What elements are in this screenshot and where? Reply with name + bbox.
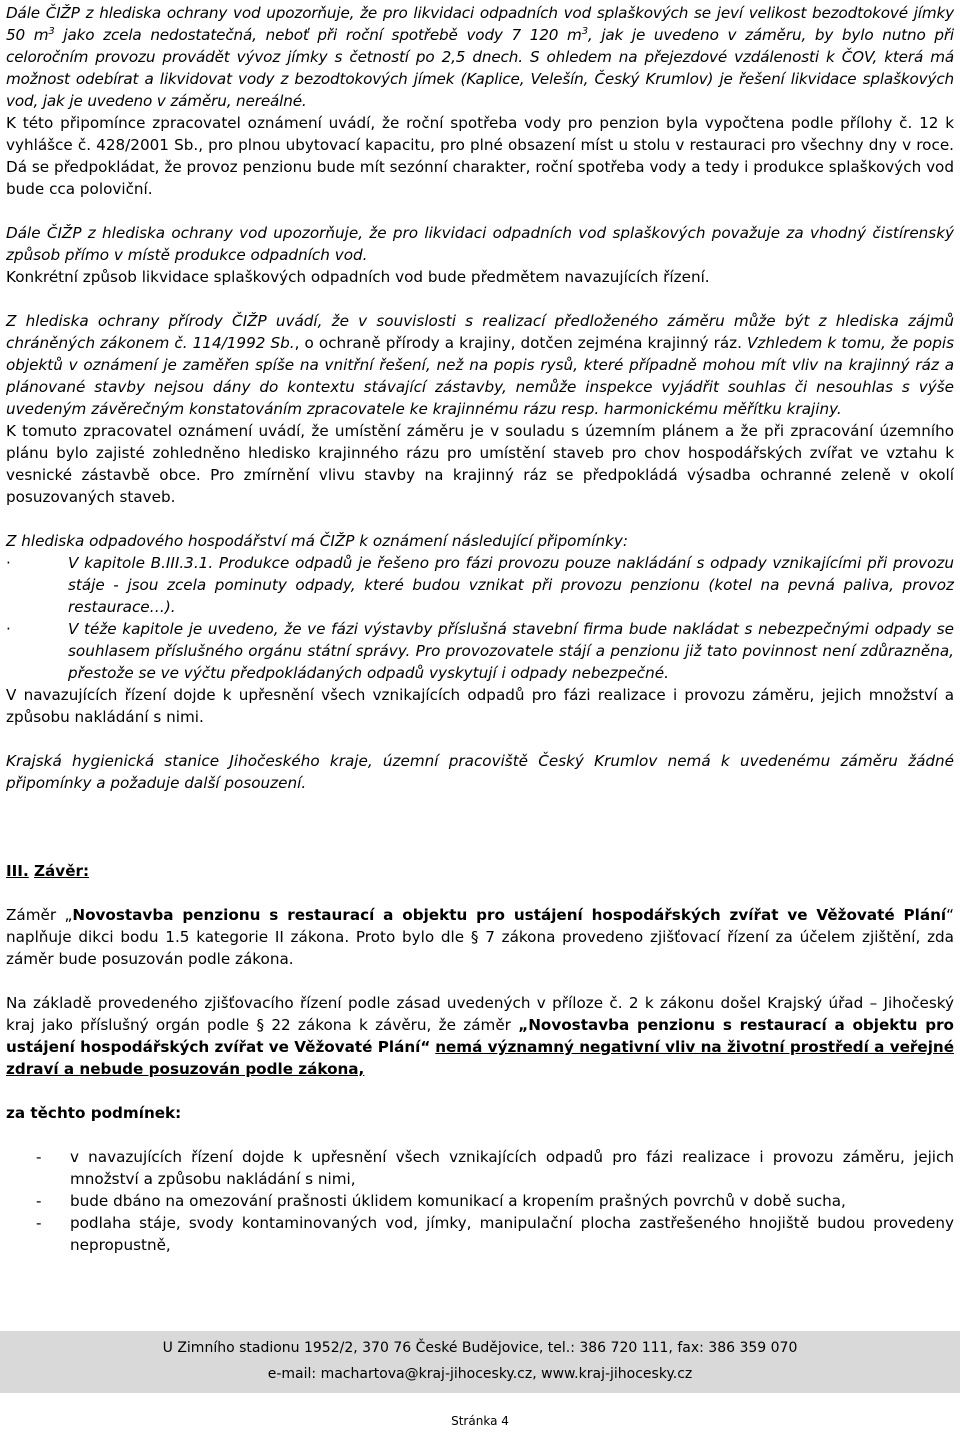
paragraph-hygiene-station: Krajská hygienická stanice Jihočeského kraje, územní pracoviště Český Krumlov nemá k uvedenému záměru žádné připomínky a požaduje další posouzení. [6, 752, 954, 792]
list-item: - v navazujících řízení dojde k upřesnění všech vznikajících odpadů pro fázi realizace i provozu záměru, jejich množství a způsobu nakládání s nimi, [36, 1148, 954, 1188]
paragraph-wastewater-treatment: Dále ČIŽP z hlediska ochrany vod upozorňuje, že pro likvidaci odpadních vod splaškových považuje za vhodný čistírenský způsob přímo v místě produkce odpadních vod. [6, 224, 954, 264]
paragraph-water-tank: Dále ČIŽP z hlediska ochrany vod upozorňuje, že pro likvidaci odpadních vod splaškových se jeví velikost bezodtokové jímky 50 $m^3$ jako zcela nedostatečná, neboť při roční spotřebě vody 7 120 $m^3$, jak je uvedeno v záměru, by bylo nutno při celoročním provozu provádět vývoz jímky s četností po 2,5 dnech. S ohledem na přejezdové vzdálenosti k ČOV, která má možnost odebírat a likvidovat vody z bezodtokových jímek (Kaplice, Velešín, Český Krumlov) je řešení likvidace splaškových vod, jak je uvedeno v záměru, nereálné. [6, 4, 954, 110]
list-item: - podlaha stáje, svody kontaminovaných vod, jímky, manipulační plocha zastřešeného hnojiště budou provedeny nepropustně, [36, 1214, 954, 1254]
section-heading: III. Závěr: [6, 862, 90, 880]
footer-contact: e-mail: machartova@kraj-jihocesky.cz, www.kraj-jihocesky.cz [267, 1366, 693, 1382]
conditions-heading: za těchto podmínek: [6, 1104, 182, 1122]
paragraph-landscape-response: K tomuto zpracovatel oznámení uvádí, že umístění záměru je v souladu s územním plánem a že při zpracování územního plánu bylo zajisté zohledněno hledisko krajinného rázu pro umístění staveb pro chov hospodářských zvířat ve vztahu k vesnické zástavbě obce. Pro zmírnění vlivu stavby na krajinný ráz se předpokládá výsadba ochranné zeleně v okolí posuzovaných staveb. [6, 422, 954, 506]
document-body [6, 2, 954, 1256]
paragraph-waste-response: V navazujících řízení dojde k upřesnění všech vznikajících odpadů pro fázi realizace i provozu záměru, jejich množství a způsobu nakládání s nimi. [6, 686, 954, 726]
paragraph-conclusion: Záměr „Novostavba penzionu s restaurací a objektu pro ustájení hospodářských zvířat ve Věžovaté Plání“ naplňuje dikci bodu 1.5 kategorie II zákona. Proto bylo dle § 7 zákona provedeno zjišťovací řízení za účelem zjištění, zda záměr bude posuzován podle zákona. [6, 906, 954, 968]
paragraph-decision: Na základě provedeného zjišťovacího řízení podle zásad uvedených v příloze č. 2 k zákonu došel Krajský úřad – Jihočeský kraj jako příslušný orgán podle § 22 zákona k závěru, že záměr „Novostavba penzionu s restaurací a objektu pro ustájení hospodářských zvířat ve Věžovaté Plání“ nemá významný negativní vliv na životní prostředí a veřejné zdraví a nebude posuzován podle zákona, [6, 994, 955, 1078]
conditions-list [6, 1146, 954, 1256]
paragraph-response-water-use: K této připomínce zpracovatel oznámení uvádí, že roční spotřeba vody pro penzion byla vypočtena podle přílohy č. 12 k vyhlášce č. 428/2001 Sb., pro plnou ubytovací kapacitu, pro plné obsazení míst u stolu v restauraci pro všechny dny v roce. Dá se předpokládat, že provoz penzionu bude mít sezónní charakter, roční spotřeba vody a tedy i produkce splaškových vod bude cca poloviční. [6, 114, 954, 198]
waste-remarks-list [6, 552, 954, 684]
page-footer [0, 1331, 960, 1393]
footer-address: U Zimního stadionu 1952/2, 370 76 České Budějovice, tel.: 386 720 111, fax: 386 359 070 [162, 1340, 798, 1356]
paragraph-nature-protection: Z hlediska ochrany přírody ČIŽP uvádí, že v souvislosti s realizací předloženého záměru může být z hlediska zájmů chráněných zákonem č. 114/1992 Sb., o ochraně přírody a krajiny, dotčen zejména krajinný ráz. Vzhledem k tomu, že popis objektů v oznámení je zaměřen spíše na vnitřní řešení, než na popis rysů, které případně mohou mít vliv na krajinný ráz a plánované stavby nejsou dány do kontextu stávající zástavby, nemůže inspekce vyjádřit souhlas či nesouhlas s výše uvedeným závěrečným konstatováním zpracovatele ke krajinnému rázu resp. harmonickému měřítku krajiny. [6, 312, 955, 418]
paragraph-follow-up: Konkrétní způsob likvidace splaškových odpadních vod bude předmětem navazujících řízení. [6, 268, 710, 286]
paragraph-waste-intro: Z hlediska odpadového hospodářství má ČIŽP k oznámení následující připomínky: [6, 532, 628, 550]
list-item: · V kapitole B.III.3.1. Produkce odpadů je řešeno pro fázi provozu pouze nakládání s odpady vznikajícími při provozu stáje - jsou zcela pominuty odpady, které budou vznikat při provozu penzionu (kotel na pevná paliva, provoz restaurace…). [6, 554, 955, 616]
page-number: Stránka 4 [451, 1414, 509, 1428]
list-item: · V téže kapitole je uvedeno, že ve fázi výstavby příslušná stavební firma bude nakládat s nebezpečnými odpady se souhlasem příslušného orgánu státní správy. Pro provozovatele stájí a penzionu již tato povinnost není zdůrazněna, přestože se ve výčtu předpokládaných odpadů vyskytují i odpady nebezpečné. [6, 620, 955, 682]
list-item: - bude dbáno na omezování prašnosti úklidem komunikací a kropením prašných povrchů v době sucha, [36, 1192, 846, 1210]
